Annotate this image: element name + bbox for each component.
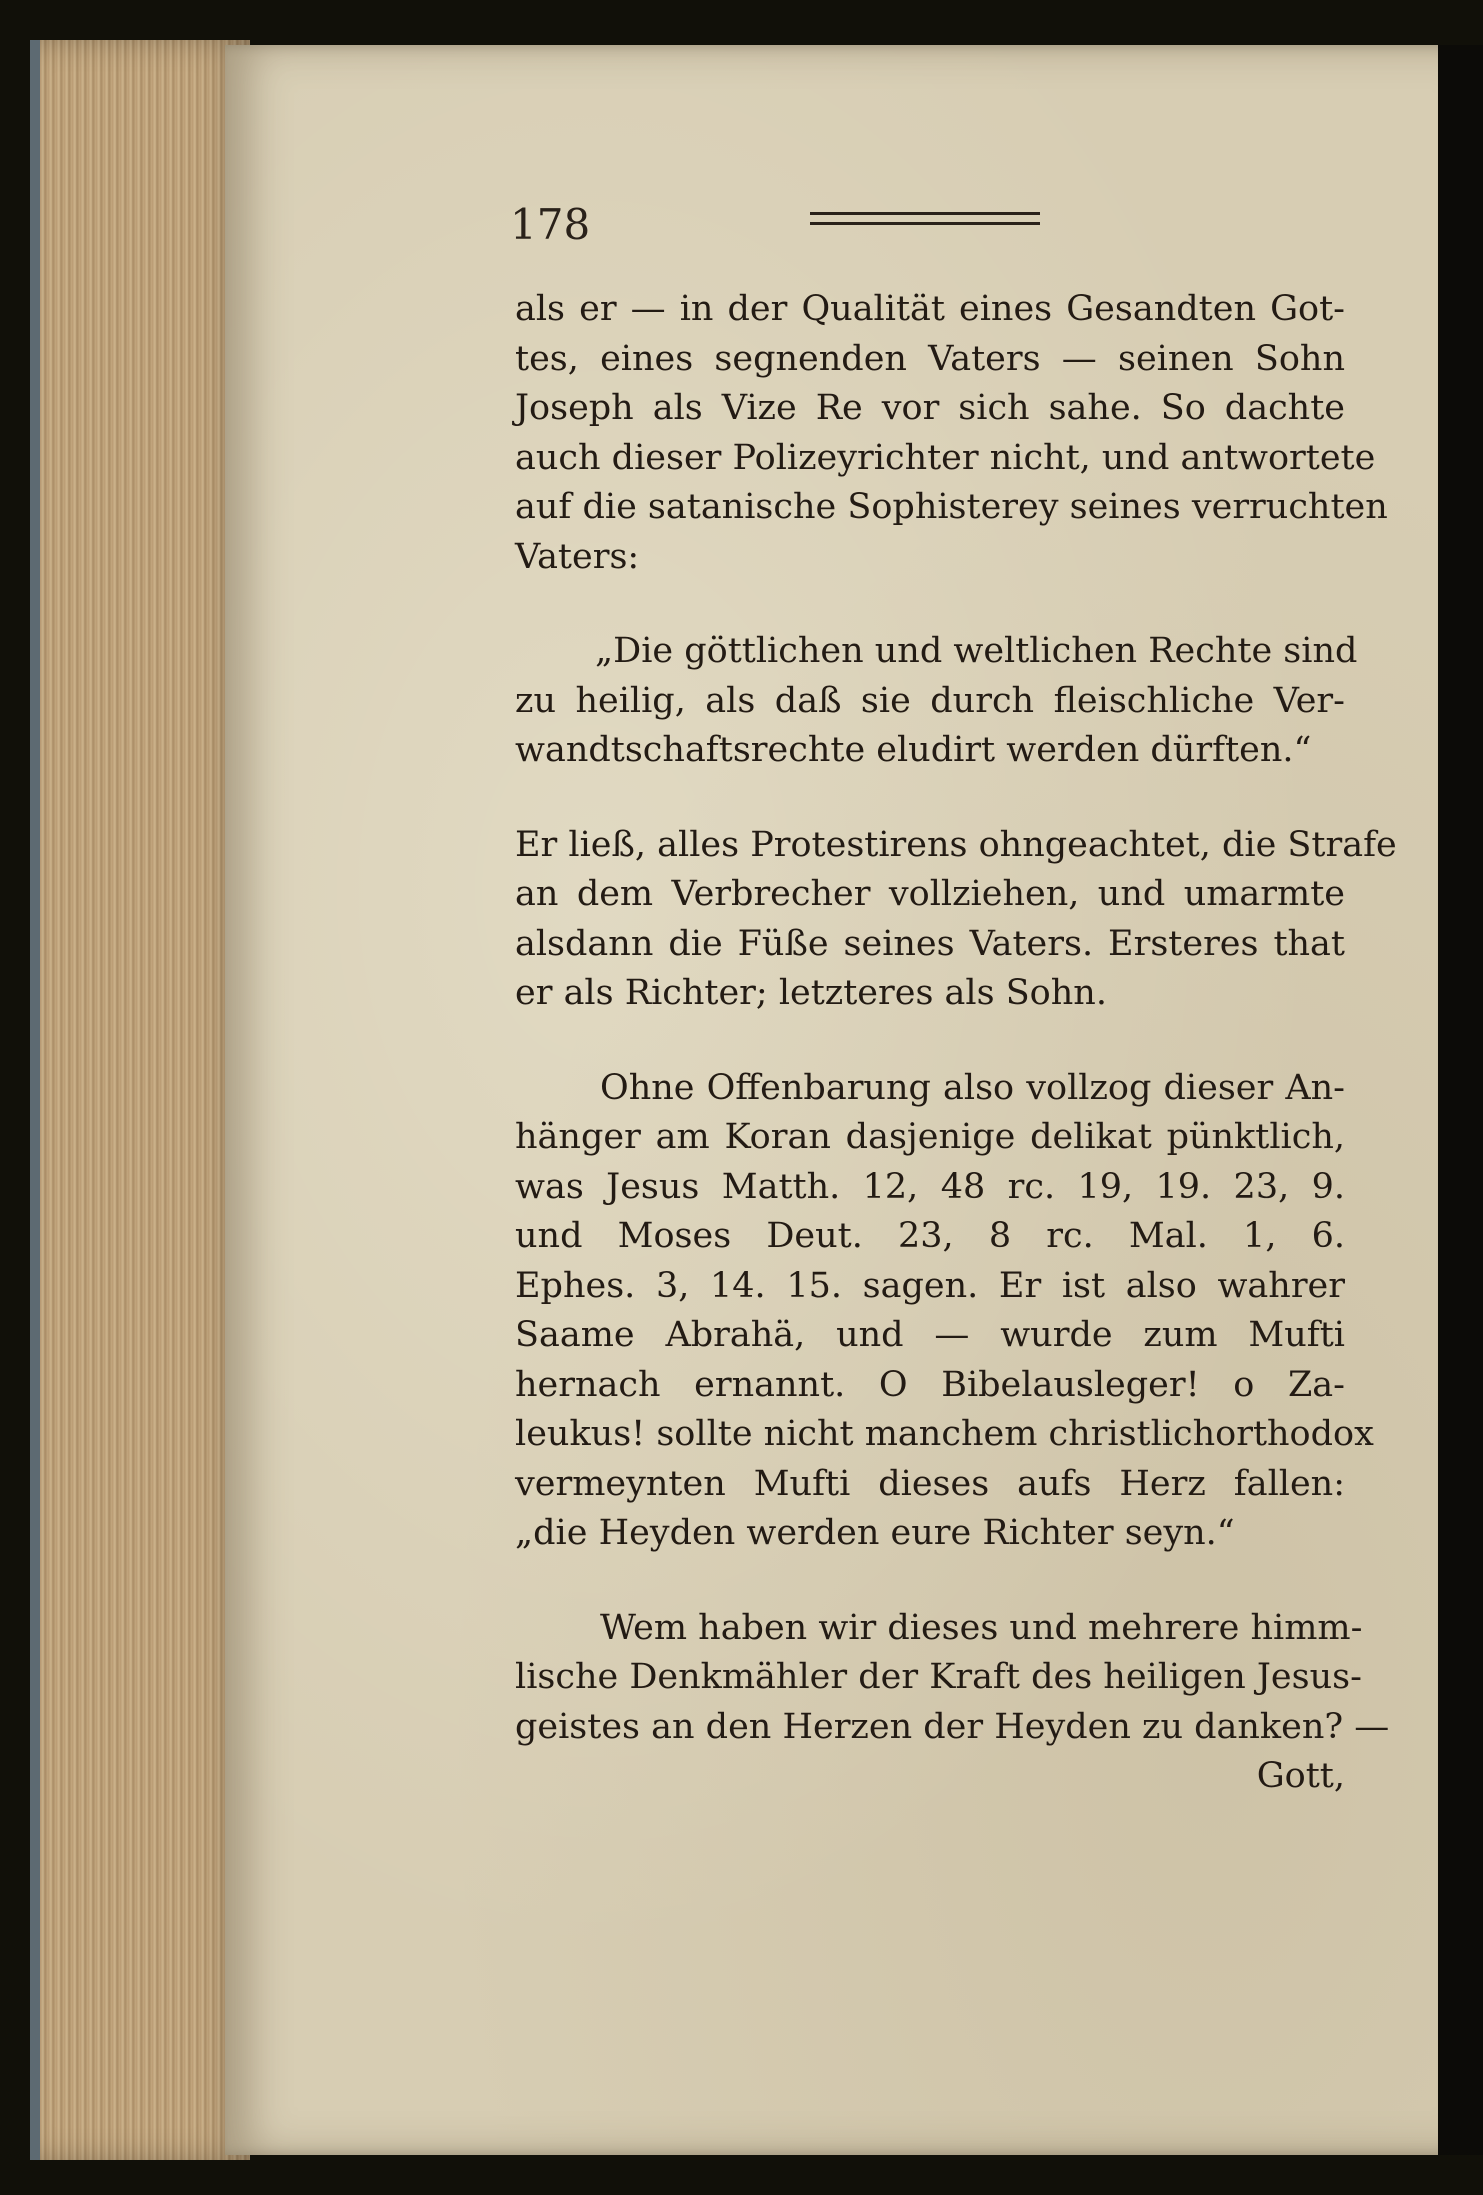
book-page-edges xyxy=(30,40,250,2160)
text-line: „die Heyden werden eure Richter seyn.“ xyxy=(515,1513,1235,1553)
page-number: 178 xyxy=(510,200,591,249)
text-line: „Die göttlichen und weltlichen Rechte sind xyxy=(595,631,1358,671)
paragraph xyxy=(515,821,1397,1019)
text-line: hernach ernannt. O Bibelausleger! o Za- xyxy=(515,1364,1345,1405)
paragraph xyxy=(515,285,1388,582)
text-line: Wem haben wir dieses und mehrere himm- xyxy=(600,1607,1363,1648)
page-header xyxy=(510,200,1070,260)
text-line: lische Denkmähler der Kraft des heiligen Jesus- xyxy=(515,1657,1362,1697)
paragraph xyxy=(515,1604,1390,1753)
header-rule xyxy=(810,222,1040,225)
text-line: als er — in der Qualität eines Gesandten Got- xyxy=(515,289,1345,329)
catchword: Gott, xyxy=(1256,1756,1345,1796)
text-line: Saame Abrahä, und — wurde zum Mufti xyxy=(515,1315,1345,1355)
text-line: wandtschaftsrechte eludirt werden dürften.“ xyxy=(515,730,1312,770)
text-line: Ephes. 3, 14. 15. sagen. Er ist also wahrer xyxy=(515,1265,1345,1306)
text-line: leukus! sollte nicht manchem christlichorthodox xyxy=(515,1414,1374,1454)
text-line: Vaters: xyxy=(515,536,640,577)
text-line: an dem Verbrecher vollziehen, und umarmte xyxy=(515,874,1345,914)
text-line: alsdann die Füße seines Vaters. Ersteres that xyxy=(515,923,1345,964)
text-line: hänger am Koran dasjenige delikat pünktlich, xyxy=(515,1117,1345,1157)
book-gutter xyxy=(1438,45,1483,2155)
text-line: er als Richter; letzteres als Sohn. xyxy=(515,973,1107,1013)
text-line: Ohne Offenbarung also vollzog dieser An- xyxy=(600,1067,1345,1108)
body-text xyxy=(515,285,1397,1802)
text-line: geistes an den Herzen der Heyden zu danken? — xyxy=(515,1706,1390,1747)
text-line: auch dieser Polizeyrichter nicht, und antwortete xyxy=(515,437,1376,478)
text-line: und Moses Deut. 23, 8 rc. Mal. 1, 6. xyxy=(515,1216,1345,1256)
text-line: was Jesus Matth. 12, 48 rc. 19, 19. 23, 9. xyxy=(515,1166,1345,1207)
text-line: Er ließ, alles Protestirens ohngeachtet, die Strafe xyxy=(515,824,1397,865)
text-line: Joseph als Vize Re vor sich sahe. So dachte xyxy=(515,388,1345,428)
block-quote xyxy=(515,627,1358,776)
text-line: zu heilig, als daß sie durch fleischliche Ver- xyxy=(515,680,1345,721)
header-rule xyxy=(810,212,1040,215)
paragraph xyxy=(515,1064,1374,1559)
text-line: auf die satanische Sophisterey seines verruchten xyxy=(515,487,1388,527)
text-line: vermeynten Mufti dieses aufs Herz fallen: xyxy=(515,1463,1345,1504)
text-line: tes, eines segnenden Vaters — seinen Sohn xyxy=(515,338,1345,379)
